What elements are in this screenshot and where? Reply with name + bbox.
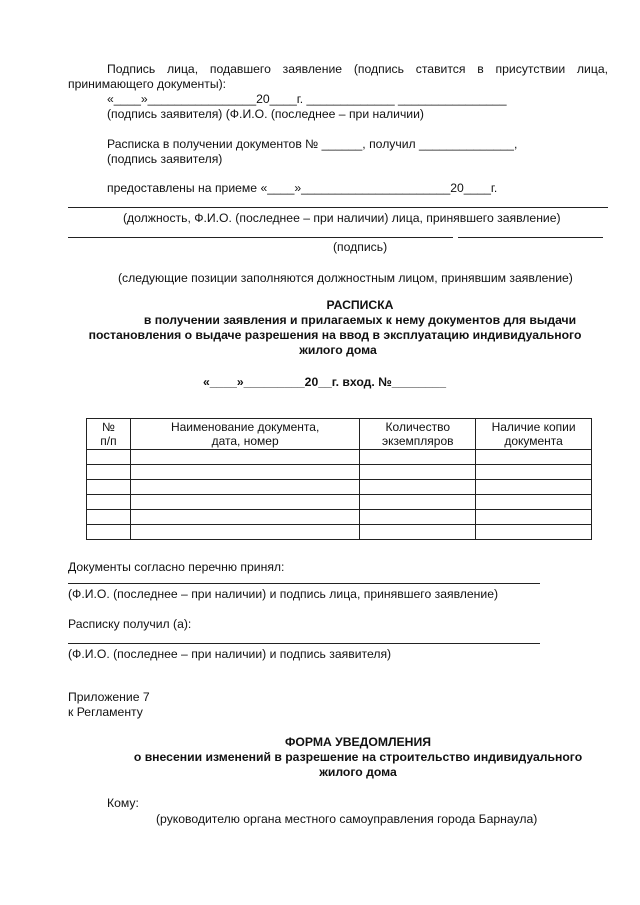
- signature-text-line1: Подпись лица, подавшего заявление (подпись ставится в присутствии лица,: [107, 62, 608, 76]
- table-row: [87, 495, 592, 510]
- table-cell[interactable]: [476, 525, 592, 540]
- date-signature-line: «____»________________20____г. _____________ ________________: [107, 92, 507, 106]
- table-row: [87, 450, 592, 465]
- official-note: (следующие позиции заполняются должностным лицом, принявшим заявление): [118, 271, 573, 285]
- col-header-number: [87, 419, 131, 450]
- notice-subtitle-line2: жилого дома: [319, 765, 397, 779]
- received-caption: (Ф.И.О. (последнее – при наличии) и подпись заявителя): [68, 647, 392, 661]
- appendix-reference: к Регламенту: [68, 705, 143, 719]
- table-cell[interactable]: [87, 525, 131, 540]
- signature-text-line2: принимающего документы):: [68, 77, 227, 91]
- notice-title: ФОРМА УВЕДОМЛЕНИЯ: [284, 735, 432, 749]
- col-header-copy-availability-l1: Наличие копии: [491, 419, 576, 434]
- col-header-document-name-l2: дата, номер: [211, 434, 279, 448]
- receipt-subtitle-line3: жилого дома: [299, 343, 377, 357]
- receipt-date-number-line: «____»_________20__г. вход. №________: [203, 375, 446, 389]
- table-cell[interactable]: [87, 450, 131, 465]
- table-cell[interactable]: [360, 495, 476, 510]
- table-cell[interactable]: [87, 480, 131, 495]
- table-cell[interactable]: [87, 510, 131, 525]
- table-row: [87, 510, 592, 525]
- table-cell[interactable]: [360, 510, 476, 525]
- received-blank-line: [68, 643, 540, 644]
- provided-at-reception-line: предоставлены на приеме «____»______________________20____г.: [107, 181, 498, 195]
- col-header-copies-l2: экземпляров: [382, 434, 454, 448]
- official-name-line: [68, 237, 453, 238]
- signature-caption: (подпись заявителя) (Ф.И.О. (последнее – при наличии): [107, 107, 424, 121]
- official-signature-line: [458, 237, 603, 238]
- official-caption: (должность, Ф.И.О. (последнее – при наличии) лица, принявшего заявление): [123, 211, 561, 225]
- table-row: [87, 465, 592, 480]
- table-cell[interactable]: [87, 495, 131, 510]
- recipient-caption: (руководителю органа местного самоуправления города Барнаула): [156, 812, 538, 826]
- official-blank-line: [68, 207, 608, 208]
- accepted-label: Документы согласно перечню принял:: [68, 560, 285, 574]
- col-header-copy-availability: [476, 419, 592, 450]
- receipt-title: РАСПИСКА: [326, 298, 394, 312]
- table-cell[interactable]: [476, 465, 592, 480]
- col-header-document-name: [130, 419, 359, 450]
- to-label: Кому:: [107, 796, 139, 810]
- table-cell[interactable]: [476, 450, 592, 465]
- table-cell[interactable]: [130, 450, 359, 465]
- table-cell[interactable]: [360, 450, 476, 465]
- table-cell[interactable]: [360, 465, 476, 480]
- table-cell[interactable]: [476, 510, 592, 525]
- table-cell[interactable]: [87, 465, 131, 480]
- received-label: Расписку получил (а):: [68, 617, 192, 631]
- receipt-caption: (подпись заявителя): [107, 152, 223, 166]
- documents-table: [86, 418, 592, 540]
- col-header-document-name-l1: Наименование документа,: [170, 419, 320, 434]
- table-cell[interactable]: [476, 495, 592, 510]
- notice-subtitle-line1: о внесении изменений в разрешение на строительство индивидуального: [133, 750, 583, 764]
- appendix-number: Приложение 7: [68, 690, 150, 704]
- col-header-copies: [360, 419, 476, 450]
- accepted-blank-line: [68, 583, 540, 584]
- table-cell[interactable]: [360, 525, 476, 540]
- signature-caption-2: (подпись): [333, 240, 388, 254]
- col-header-number-l1: №: [102, 419, 115, 434]
- table-cell[interactable]: [130, 480, 359, 495]
- table-row: [87, 480, 592, 495]
- table-cell[interactable]: [130, 495, 359, 510]
- col-header-number-l2: п/п: [100, 434, 117, 448]
- receipt-subtitle-line1: в получении заявления и прилагаемых к нему документов для выдачи: [143, 313, 577, 327]
- table-header-row: [87, 419, 592, 450]
- col-header-copy-availability-l2: документа: [504, 434, 563, 448]
- receipt-subtitle-line2: постановления о выдаче разрешения на ввод в эксплуатацию индивидуального: [88, 328, 582, 342]
- table-row: [87, 525, 592, 540]
- table-cell[interactable]: [476, 480, 592, 495]
- table-cell[interactable]: [130, 525, 359, 540]
- receipt-number-line: Расписка в получении документов № ______, получил ______________,: [107, 137, 518, 151]
- table-cell[interactable]: [130, 465, 359, 480]
- accepted-caption: (Ф.И.О. (последнее – при наличии) и подпись лица, принявшего заявление): [68, 587, 499, 601]
- col-header-copies-l1: Количество: [385, 419, 450, 434]
- table-cell[interactable]: [360, 480, 476, 495]
- table-cell[interactable]: [130, 510, 359, 525]
